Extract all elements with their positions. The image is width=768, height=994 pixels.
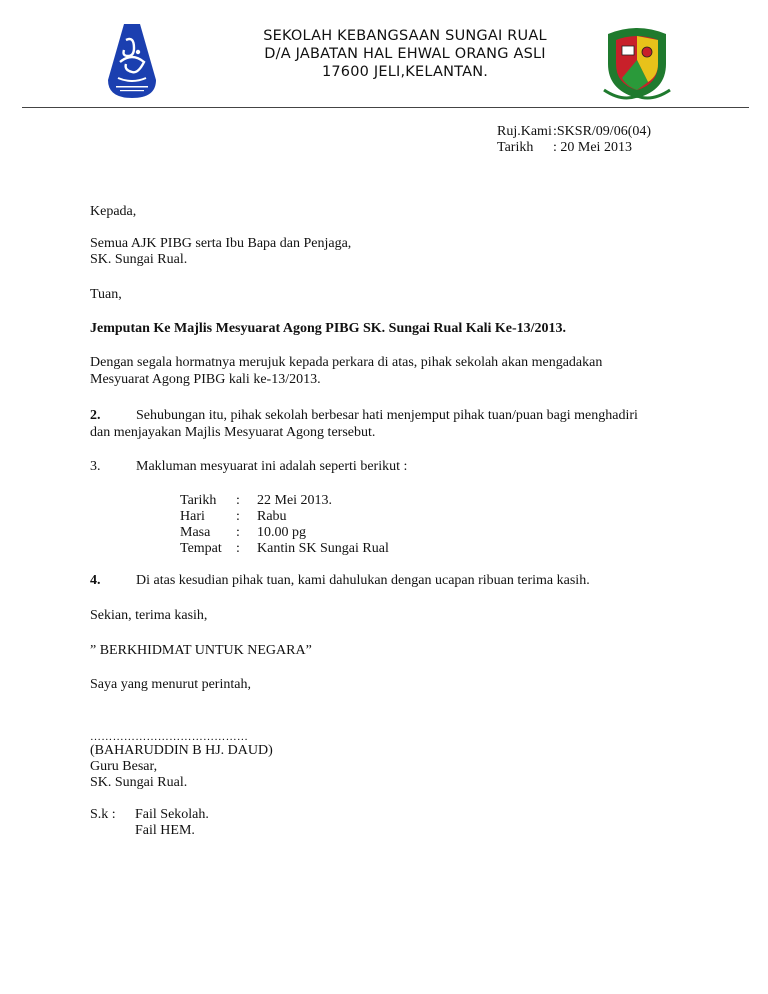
- detail-row-tempat: [180, 541, 389, 557]
- detail-sep: :: [236, 525, 240, 540]
- sk-item-2: Fail HEM.: [135, 823, 195, 838]
- detail-label: Tempat: [180, 541, 222, 556]
- signature-line: ……………………………………: [90, 731, 249, 743]
- ref-tarikh-label: Tarikh: [497, 140, 534, 155]
- addressee-line1: Semua AJK PIBG serta Ibu Bapa dan Penjaga,: [90, 236, 352, 251]
- para4-number: 4.: [90, 573, 101, 588]
- detail-label: Tarikh: [180, 493, 217, 508]
- para3-text: Makluman mesyuarat ini adalah seperti berikut :: [136, 459, 408, 474]
- school-crest-icon: [602, 24, 672, 100]
- detail-label: Masa: [180, 525, 211, 540]
- kepada-label: Kepada,: [90, 204, 137, 219]
- para2-line2: dan menjayakan Majlis Mesyuarat Agong tersebut.: [90, 425, 376, 440]
- yang-menurut-perintah: Saya yang menurut perintah,: [90, 677, 251, 692]
- jabatan-pelajaran-logo-icon: [104, 22, 160, 100]
- school-name: SEKOLAH KEBANGSAAN SUNGAI RUAL: [263, 28, 547, 44]
- detail-row-hari: [180, 509, 389, 525]
- detail-row-masa: [180, 525, 389, 541]
- detail-sep: :: [236, 541, 240, 556]
- ref-ruj-value: :SKSR/09/06(04): [553, 124, 652, 139]
- detail-value: 10.00 pg: [257, 525, 306, 540]
- para2-number: 2.: [90, 408, 101, 423]
- para2-line1: Sehubungan itu, pihak sekolah berbesar hati menjemput pihak tuan/puan bagi menghadiri: [136, 408, 638, 423]
- salutation: Tuan,: [90, 287, 122, 302]
- closing-line: Sekian, terima kasih,: [90, 608, 208, 623]
- meeting-details: [180, 493, 389, 557]
- letter-subject: Jemputan Ke Majlis Mesyuarat Agong PIBG SK. Sungai Rual Kali Ke-13/2013.: [90, 321, 567, 336]
- detail-sep: :: [236, 509, 240, 524]
- sk-label: S.k :: [90, 807, 116, 822]
- addressee-line2: SK. Sungai Rual.: [90, 252, 188, 267]
- signatory-title: Guru Besar,: [90, 759, 158, 774]
- school-address-line2: 17600 JELI,KELANTAN.: [321, 64, 489, 80]
- para4-text: Di atas kesudian pihak tuan, kami dahulukan dengan ucapan ribuan terima kasih.: [136, 573, 590, 588]
- detail-value: Rabu: [257, 509, 287, 524]
- ref-tarikh-value: : 20 Mei 2013: [553, 140, 632, 155]
- detail-sep: :: [236, 493, 240, 508]
- para1-line2: Mesyuarat Agong PIBG kali ke-13/2013.: [90, 372, 321, 387]
- detail-label: Hari: [180, 509, 205, 524]
- ref-ruj-label: Ruj.Kami: [497, 124, 552, 139]
- detail-value: Kantin SK Sungai Rual: [257, 541, 389, 556]
- motto: ” BERKHIDMAT UNTUK NEGARA”: [90, 643, 312, 658]
- sk-item-1: Fail Sekolah.: [135, 807, 209, 822]
- header-divider: [22, 107, 749, 108]
- detail-row-tarikh: [180, 493, 389, 509]
- para3-number: 3.: [90, 459, 101, 474]
- school-address-line1: D/A JABATAN HAL EHWAL ORANG ASLI: [264, 46, 546, 62]
- signatory-school: SK. Sungai Rual.: [90, 775, 188, 790]
- detail-value: 22 Mei 2013.: [257, 493, 333, 508]
- para1-line1: Dengan segala hormatnya merujuk kepada perkara di atas, pihak sekolah akan mengadakan: [90, 355, 603, 370]
- signatory-name: (BAHARUDDIN B HJ. DAUD): [90, 743, 273, 758]
